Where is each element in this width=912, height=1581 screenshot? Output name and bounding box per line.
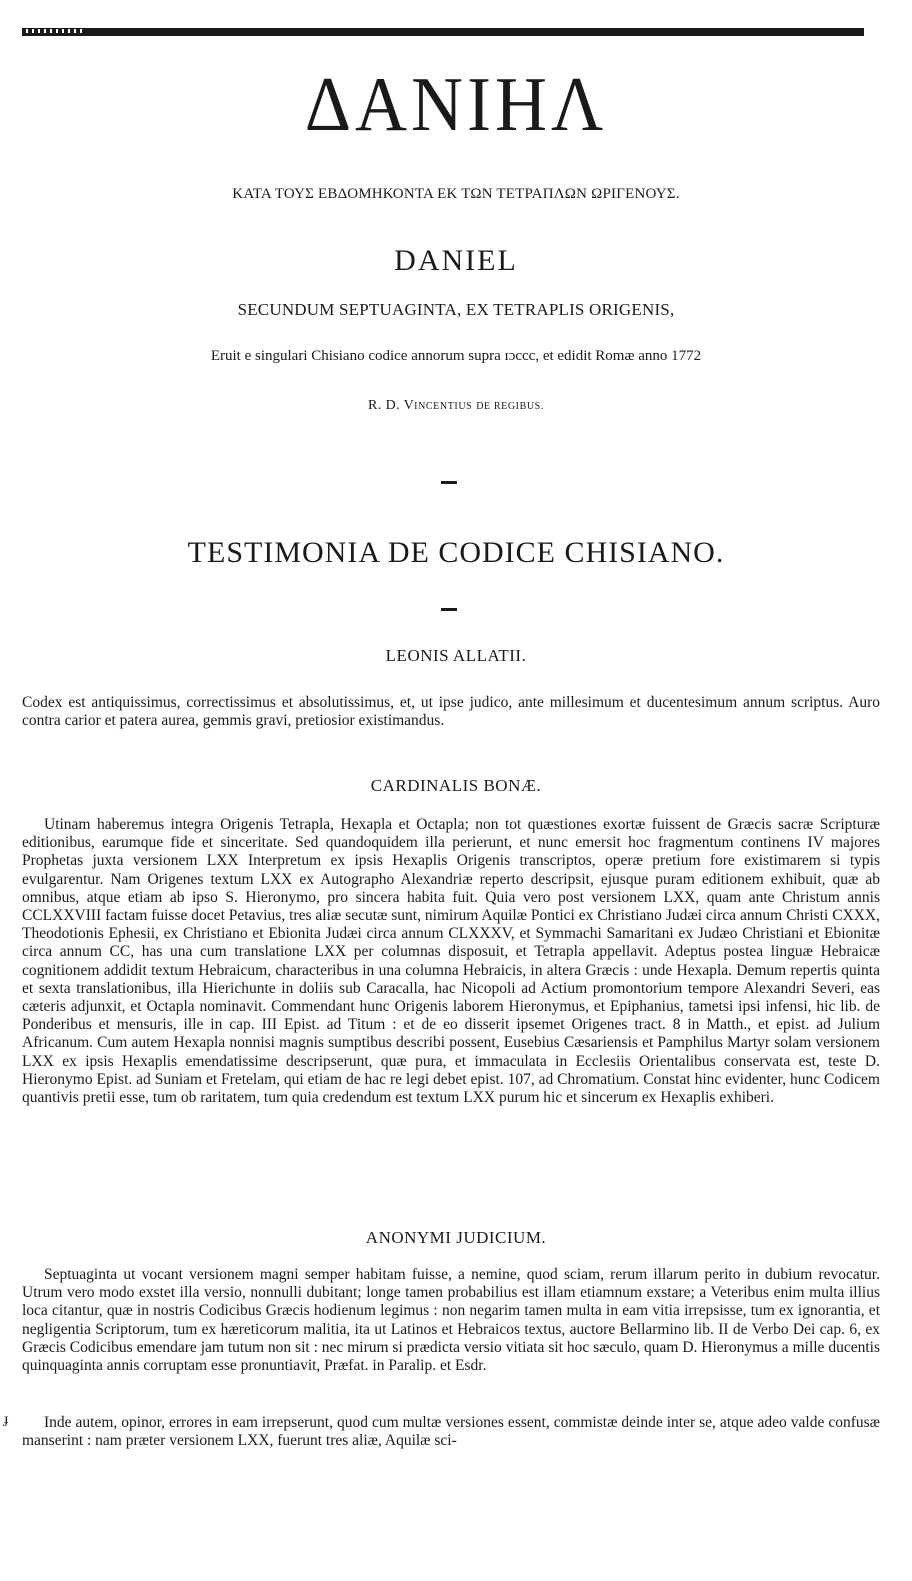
separator-dash xyxy=(441,608,457,611)
editor-name: INCENTIUS xyxy=(414,401,473,412)
heading-anonymi: ANONYMI JUDICIUM. xyxy=(365,1228,547,1247)
greek-subtitle: ΚΑΤΑ ΤΟΥΣ ΕΒΔΟΜΗΚΟΝΤΑ ΕΚ ΤΩΝ ΤΕΤΡΑΠΛΩΝ ΩΡΙΓΕΝΟΥΣ. xyxy=(232,186,680,202)
paragraph-allatii: Codex est antiquissimus, correctissimus et absolutissimus, et, ut ipse judico, ante millesimum et ducentesimum annum scriptus. Auro contra carior et patera aurea, gemmis gravi, pretiosior existimandus. xyxy=(22,694,880,730)
paragraph-bonae: Utinam haberemus integra Origenis Tetrapla, Hexapla et Octapla; non tot quæstiones exortæ fuissent de Græcis sacræ Scripturæ editionibus, earumque fide et sinceritate. Sed quandoquidem illa perierunt, et nunc emersit hoc fragmentum continens IV majores Prophetas juxta versionem LXX Interpretum ex ipsis Hexaplis Origenis transcriptos, operæ pretium fore existimarem si typis evulgarentur. Nam Origenes textum LXX ex Autographo Alexandriæ reperto descripsit, ejusque puram editionem exhibuit, quæ ab omnibus, atque etiam ab ipso S. Hieronymo, pro sincera habita fuit. Quia vero post versionem LXX, quam ante Christum annis CCLXXVIII factam fuisse docet Petavius, tres aliæ secutæ sunt, nimirum Aquilæ Pontici ex Christiano Judæi circa annum Christi CXXX, Theodotionis Ephesii, ex Christiano et Ebionita Judæi circa annum CLXXXV, et Symmachi Samaritani ex Judæo Christiani et Ebionitæ circa annum CC, has una cum translatione LXX per columnas disposuit, et Tetrapla appellavit. Adeptus postea linguæ Hebraicæ cognitionem addidit textum Hebraicum, characteribus in una columna Hebraicis, in altera Græcis : unde Hexapla. Demum repertis quinta et sexta translationibus, illa Hierichunte in doliis sub Caracalla, hac Nicopoli ad Actium promontorium tempore Alexandri Severi, eas cæteris adjunxit, et Octapla nominavit. Commendant hunc Origenis laborem Hieronymus, et Epiphanius, tametsi ipsi infensi, hic lib. de Ponderibus et mensuris, ille in cap. III Epist. ad Titum : et de eo disserit ipsemet Origenes tract. 8 in Matth., et epist. ad Julium Africanum. Cum autem Hexapla nonnisi magnis sumptibus describi possent, Eusebius Cæsariensis et Pamphilus Martyr solam versionem LXX ex ipsis Hexaplis emendatissime descripserunt, quæ pura, et immaculata in Ecclesiis Orientalibus conservata est, teste D. Hieronymo Epist. ad Suniam et Fretelam, qui etiam de hac re legi debet epist. 107, ad Chromatium. Constat hinc evidenter, hunc Codicem quantivis pretii esse, tum ob raritatem, tum quia credendum est textum LXX purum hic et sincerum ex Hexaplis exhiberi. xyxy=(22,816,880,1107)
paragraph-anonymi-2: Inde autem, opinor, errores in eam irrepserunt, quod cum multæ versiones essent, commistæ deinde inter se, atque adeo valde confusæ manserint : nam præter versionem LXX, fuerunt tres aliæ, Aquilæ sci- xyxy=(22,1414,880,1450)
greek-title: ΔΑΝΙΗΛ xyxy=(304,60,608,148)
paragraph-anonymi-1: Septuaginta ut vocant versionem magni semper habitam fuisse, a nemine, quod sciam, rerum illarum perito in dubium revocatur. Utrum vero modo exstet illa versio, nonnulli dubitant; longe tamen probabilius est illam etiamnum exstare; a Veteribus enim multa illius loca citantur, quæ in nostris Codicibus Græcis hodienum legimus : non negarim tamen multa in eam vitia irrepsisse, tum ex ignorantia, et negligentia Scriptorum, tum ex hæreticorum malitia, ita ut Latinos et Hebraicos textus, auctore Bellarmino lib. II de Verbo Dei cap. 6, ex Græcis Codicibus emendare jam tutum non sit : nec mirum si prædicta versio vitiata sit hoc sæculo, quam D. Hieronymus a mille ducentis quinquaginta annis corruptam esse pronuntiavit, Præfat. in Paralip. et Esdr. xyxy=(22,1266,880,1375)
top-rule xyxy=(22,28,864,36)
heading-bonae: CARDINALIS BONÆ. xyxy=(370,776,542,795)
section-title: TESTIMONIA DE CODICE CHISIANO. xyxy=(187,536,725,569)
edition-note: Eruit e singulari Chisiano codice annorum supra ɪɔccc, et edidit Romæ anno 1772 xyxy=(210,348,702,364)
editor-rest: DE REGIBUS. xyxy=(476,401,544,412)
latin-subtitle: SECUNDUM SEPTUAGINTA, EX TETRAPLIS ORIGENIS, xyxy=(237,300,675,319)
heading-allatii: LEONIS ALLATII. xyxy=(385,646,527,665)
editor-prefix: R. D. V xyxy=(368,398,415,413)
editor-line xyxy=(0,398,912,414)
separator-dash xyxy=(441,481,457,484)
margin-mark: ɟ xyxy=(4,1412,9,1427)
latin-title: DANIEL xyxy=(394,244,518,277)
